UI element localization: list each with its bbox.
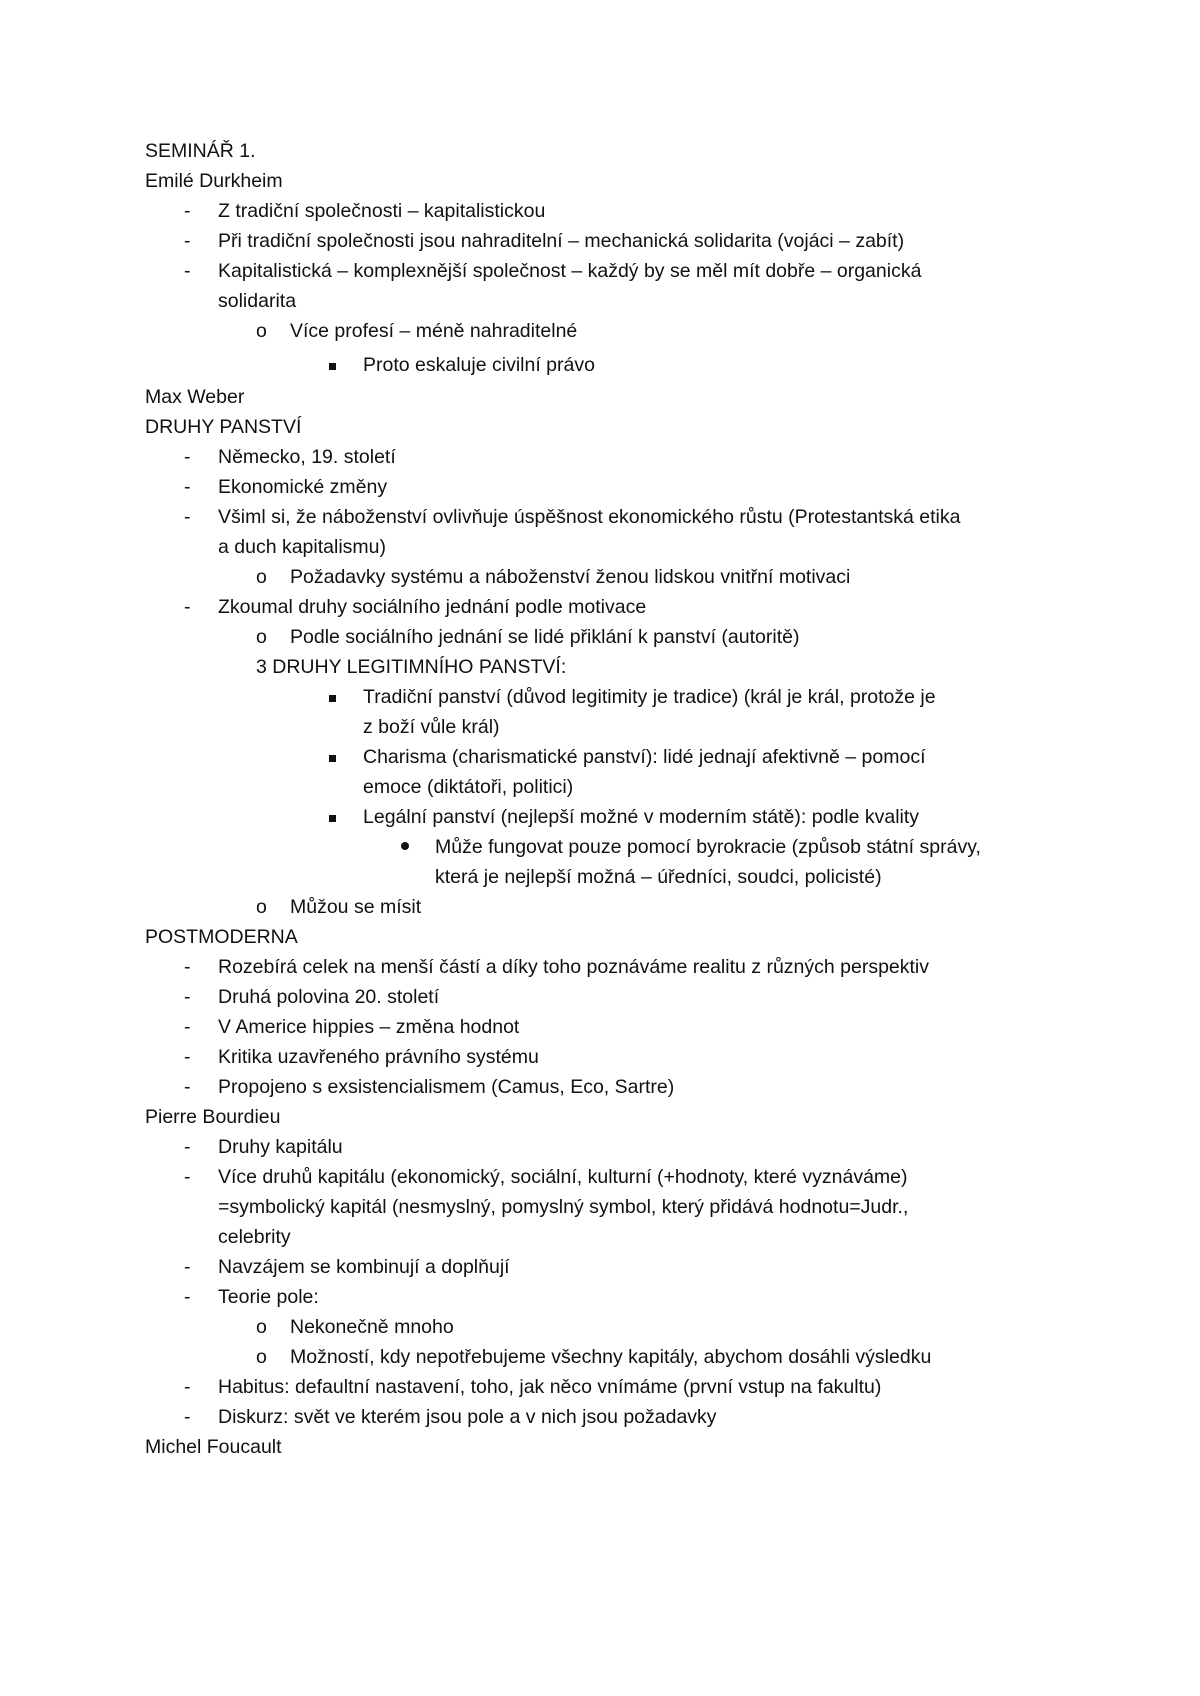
list-item: Z tradiční společnosti – kapitalistickou	[218, 200, 546, 222]
list-item-continuation: solidarita	[218, 290, 297, 312]
section-heading-durkheim: Emilé Durkheim	[145, 170, 283, 192]
list-item: Možností, kdy nepotřebujeme všechny kapitály, abychom dosáhli výsledku	[290, 1346, 932, 1368]
dash-bullet: -	[184, 200, 191, 222]
list-item: Propojeno s exsistencialismem (Camus, Eco, Sartre)	[218, 1076, 675, 1098]
list-item-continuation: z boží vůle král)	[363, 716, 500, 738]
list-item: Diskurz: svět ve kterém jsou pole a v nich jsou požadavky	[218, 1406, 717, 1428]
list-item: Druhá polovina 20. století	[218, 986, 440, 1008]
list-item-continuation: a duch kapitalismu)	[218, 536, 386, 558]
dash-bullet: -	[184, 1286, 191, 1308]
list-item: Více profesí – méně nahraditelné	[290, 320, 578, 342]
dash-bullet: -	[184, 1076, 191, 1098]
list-item: Při tradiční společnosti jsou nahraditelní – mechanická solidarita (vojáci – zabít)	[218, 230, 905, 252]
dash-bullet: -	[184, 1376, 191, 1398]
list-item-continuation: =symbolický kapitál (nesmyslný, pomyslný symbol, který přidává hodnotu=Judr.,	[218, 1196, 909, 1218]
circle-bullet: o	[256, 896, 267, 918]
list-item: Druhy kapitálu	[218, 1136, 343, 1158]
dash-bullet: -	[184, 260, 191, 282]
list-item: Můžou se mísit	[290, 896, 422, 918]
dash-bullet: -	[184, 1136, 191, 1158]
list-item: V Americe hippies – změna hodnot	[218, 1016, 520, 1038]
list-item: Charisma (charismatické panství): lidé jednají afektivně – pomocí	[363, 746, 926, 768]
section-heading-foucault: Michel Foucault	[145, 1436, 282, 1458]
list-item-continuation: celebrity	[218, 1226, 291, 1248]
list-item: Může fungovat pouze pomocí byrokracie (způsob státní správy,	[435, 836, 981, 858]
dash-bullet: -	[184, 596, 191, 618]
list-item: Ekonomické změny	[218, 476, 388, 498]
dash-bullet: -	[184, 446, 191, 468]
circle-bullet: o	[256, 566, 267, 588]
list-item: Kritika uzavřeného právního systému	[218, 1046, 539, 1068]
square-bullet-icon	[329, 755, 336, 762]
section-heading-weber: Max Weber	[145, 386, 245, 408]
list-item: Tradiční panství (důvod legitimity je tradice) (král je král, protože je	[363, 686, 936, 708]
list-item: Nekonečně mnoho	[290, 1316, 454, 1338]
list-item: Všiml si, že náboženství ovlivňuje úspěšnost ekonomického růstu (Protestantská etika	[218, 506, 961, 528]
list-item: Proto eskaluje civilní právo	[363, 354, 595, 376]
dash-bullet: -	[184, 1406, 191, 1428]
dash-bullet: -	[184, 1016, 191, 1038]
list-item: Podle sociálního jednání se lidé přiklání k panství (autoritě)	[290, 626, 800, 648]
list-item: Zkoumal druhy sociálního jednání podle motivace	[218, 596, 647, 618]
round-bullet-icon	[401, 842, 409, 850]
square-bullet-icon	[329, 815, 336, 822]
list-item-continuation: která je nejlepší možná – úředníci, soudci, policisté)	[435, 866, 882, 888]
list-subheading: 3 DRUHY LEGITIMNÍHO PANSTVÍ:	[256, 656, 567, 678]
dash-bullet: -	[184, 1166, 191, 1188]
dash-bullet: -	[184, 956, 191, 978]
square-bullet-icon	[329, 695, 336, 702]
circle-bullet: o	[256, 1346, 267, 1368]
list-item-continuation: emoce (diktátoři, politici)	[363, 776, 574, 798]
dash-bullet: -	[184, 1046, 191, 1068]
section-heading-postmoderna: POSTMODERNA	[145, 926, 298, 948]
dash-bullet: -	[184, 230, 191, 252]
circle-bullet: o	[256, 626, 267, 648]
list-item: Více druhů kapitálu (ekonomický, sociální, kulturní (+hodnoty, které vyznáváme)	[218, 1166, 908, 1188]
list-item: Legální panství (nejlepší možné v moderním státě): podle kvality	[363, 806, 920, 828]
square-bullet-icon	[329, 363, 336, 370]
dash-bullet: -	[184, 986, 191, 1008]
list-item: Rozebírá celek na menší částí a díky toho poznáváme realitu z různých perspektiv	[218, 956, 930, 978]
list-item: Navzájem se kombinují a doplňují	[218, 1256, 510, 1278]
dash-bullet: -	[184, 506, 191, 528]
circle-bullet: o	[256, 320, 267, 342]
dash-bullet: -	[184, 1256, 191, 1278]
list-item: Habitus: defaultní nastavení, toho, jak něco vnímáme (první vstup na fakultu)	[218, 1376, 882, 1398]
list-item: Teorie pole:	[218, 1286, 319, 1308]
list-item: Německo, 19. století	[218, 446, 396, 468]
circle-bullet: o	[256, 1316, 267, 1338]
dash-bullet: -	[184, 476, 191, 498]
list-item: Požadavky systému a náboženství ženou lidskou vnitřní motivaci	[290, 566, 851, 588]
document-title: SEMINÁŘ 1.	[145, 140, 256, 162]
section-subheading: DRUHY PANSTVÍ	[145, 416, 302, 438]
section-heading-bourdieu: Pierre Bourdieu	[145, 1106, 281, 1128]
list-item: Kapitalistická – komplexnější společnost – každý by se měl mít dobře – organická	[218, 260, 922, 282]
